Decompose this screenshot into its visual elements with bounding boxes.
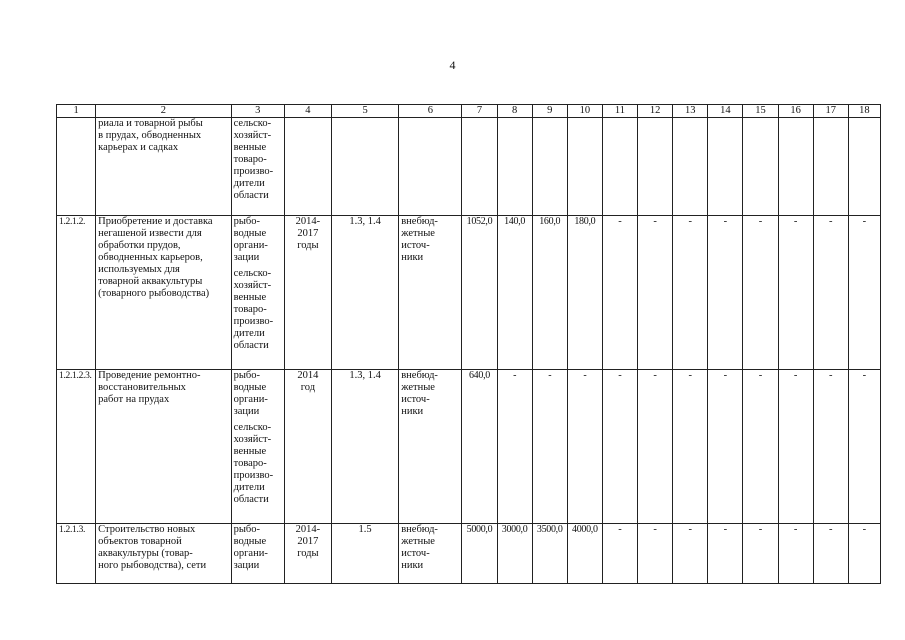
column-header: 12: [638, 105, 673, 118]
value-cell: -: [813, 524, 848, 584]
value-cell: [602, 118, 637, 216]
value-cell: -: [778, 370, 813, 524]
column-header: 15: [743, 105, 778, 118]
column-header: 5: [331, 105, 398, 118]
value-cell: -: [743, 370, 778, 524]
table-row: [57, 524, 881, 584]
column-header: 1: [57, 105, 96, 118]
value-cell: [848, 118, 880, 216]
value-cell: -: [497, 370, 532, 524]
table-row: [57, 216, 881, 370]
column-header: 2: [96, 105, 231, 118]
value-cell: -: [708, 370, 743, 524]
column-header: 4: [284, 105, 331, 118]
table-row: [57, 370, 881, 524]
value-cell: -: [602, 524, 637, 584]
value-cell: 160,0: [532, 216, 567, 370]
value-cell: -: [708, 524, 743, 584]
table-row: [57, 118, 881, 216]
value-cell: -: [848, 370, 880, 524]
item-period: 2014- 2017 годы: [284, 524, 331, 584]
value-cell: [673, 118, 708, 216]
value-cell: [708, 118, 743, 216]
value-cell: [638, 118, 673, 216]
column-header: 16: [778, 105, 813, 118]
executor-entry: рыбо- водные органи- зации: [233, 216, 268, 263]
item-executors: [231, 370, 284, 524]
value-cell: 1052,0: [462, 216, 497, 370]
column-header: 3: [231, 105, 284, 118]
value-cell: [743, 118, 778, 216]
item-executors: [231, 216, 284, 370]
item-code: [57, 118, 96, 216]
item-description: Проведение ремонтно- восстановительных работ на прудах: [96, 370, 231, 524]
executor-entry: рыбо- водные органи- зации: [233, 370, 268, 417]
item-indicators: 1.3, 1.4: [331, 216, 398, 370]
item-source: внебюд- жетные источ- ники: [399, 370, 462, 524]
item-source: [399, 118, 462, 216]
item-description: Приобретение и доставка негашеной извести для обработки прудов, обводненных карьеров, используемых для товарной аквакультуры (товарного рыбоводства): [96, 216, 231, 370]
value-cell: -: [638, 216, 673, 370]
item-code: 1.2.1.2.: [57, 216, 96, 370]
value-cell: -: [848, 524, 880, 584]
item-executors: [231, 524, 284, 584]
item-executors: сельско- хозяйст- венные товаро- произво- дители области: [231, 118, 284, 216]
item-description: риала и товарной рыбы в прудах, обводненных карьерах и садках: [96, 118, 231, 216]
value-cell: 3000,0: [497, 524, 532, 584]
column-header: 17: [813, 105, 848, 118]
value-cell: -: [813, 216, 848, 370]
column-header: 8: [497, 105, 532, 118]
value-cell: 5000,0: [462, 524, 497, 584]
column-header: 11: [602, 105, 637, 118]
item-code: 1.2.1.2.3.: [57, 370, 96, 524]
value-cell: 4000,0: [567, 524, 602, 584]
item-period: 2014 год: [284, 370, 331, 524]
value-cell: [813, 118, 848, 216]
column-header: 6: [399, 105, 462, 118]
value-cell: 180,0: [567, 216, 602, 370]
item-indicators: 1.3, 1.4: [331, 370, 398, 524]
value-cell: [532, 118, 567, 216]
column-header: 13: [673, 105, 708, 118]
value-cell: -: [743, 524, 778, 584]
value-cell: [778, 118, 813, 216]
item-indicators: 1.5: [331, 524, 398, 584]
column-number-row: [57, 105, 881, 118]
value-cell: [567, 118, 602, 216]
value-cell: -: [602, 216, 637, 370]
value-cell: -: [602, 370, 637, 524]
value-cell: [497, 118, 532, 216]
column-header: 7: [462, 105, 497, 118]
value-cell: -: [673, 370, 708, 524]
value-cell: -: [673, 216, 708, 370]
value-cell: 3500,0: [532, 524, 567, 584]
item-period: 2014- 2017 годы: [284, 216, 331, 370]
item-description: Строительство новых объектов товарной аквакультуры (товар- ного рыбоводства), сети: [96, 524, 231, 584]
page-number: 4: [449, 58, 456, 72]
value-cell: [462, 118, 497, 216]
item-source: внебюд- жетные источ- ники: [399, 524, 462, 584]
executor-entry: сельско- хозяйст- венные товаро- произво- дители области: [233, 268, 274, 351]
value-cell: -: [778, 524, 813, 584]
value-cell: 140,0: [497, 216, 532, 370]
value-cell: -: [813, 370, 848, 524]
value-cell: 640,0: [462, 370, 497, 524]
value-cell: -: [532, 370, 567, 524]
value-cell: -: [778, 216, 813, 370]
value-cell: -: [743, 216, 778, 370]
column-header: 9: [532, 105, 567, 118]
value-cell: -: [638, 524, 673, 584]
value-cell: -: [708, 216, 743, 370]
value-cell: -: [673, 524, 708, 584]
executor-entry: сельско- хозяйст- венные товаро- произво- дители области: [233, 422, 274, 505]
value-cell: -: [567, 370, 602, 524]
column-header: 14: [708, 105, 743, 118]
executor-entry: рыбо- водные органи- зации: [233, 524, 268, 571]
program-table: [56, 104, 881, 584]
value-cell: -: [638, 370, 673, 524]
column-header: 10: [567, 105, 602, 118]
value-cell: -: [848, 216, 880, 370]
item-indicators: [331, 118, 398, 216]
column-header: 18: [848, 105, 880, 118]
item-source: внебюд- жетные источ- ники: [399, 216, 462, 370]
item-code: 1.2.1.3.: [57, 524, 96, 584]
item-period: [284, 118, 331, 216]
